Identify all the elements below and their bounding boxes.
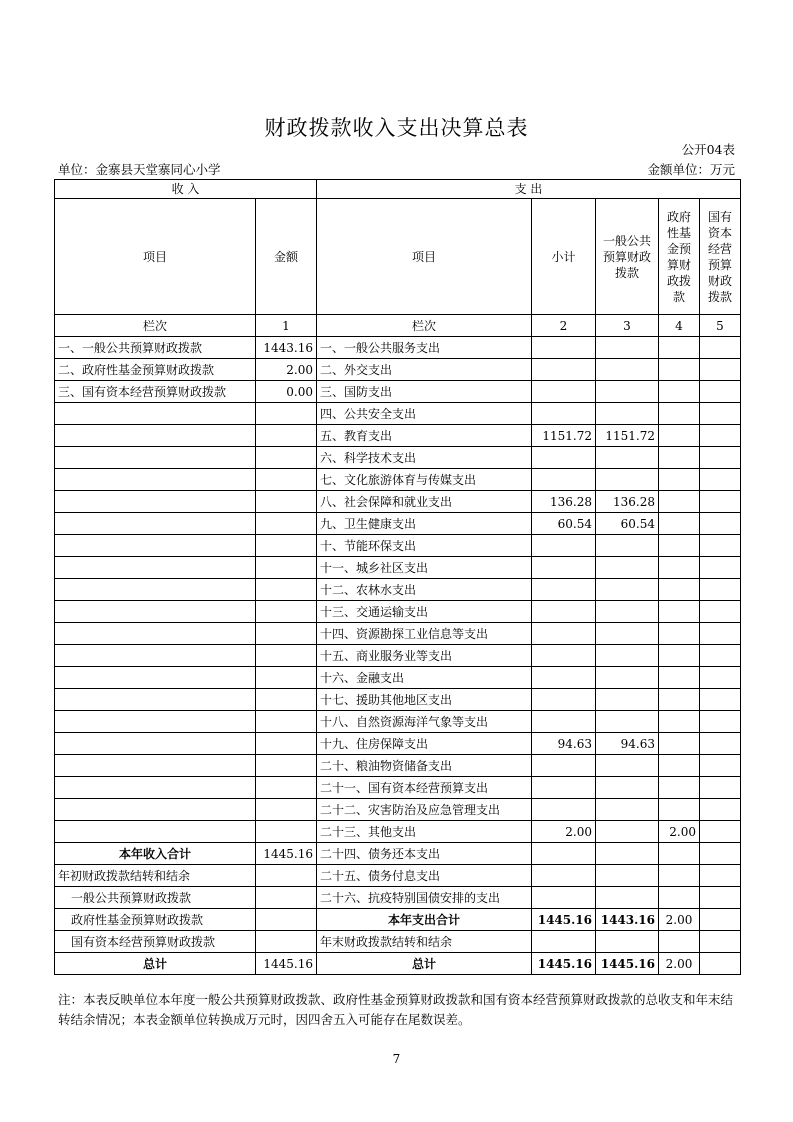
reporting-unit: 单位：金寨县天堂寨同心小学 [58, 162, 221, 177]
expense-amount-cell [659, 711, 700, 733]
income-amount-cell [256, 425, 317, 447]
table-row [55, 843, 741, 865]
income-item-cell [55, 755, 256, 777]
expense-item-cell: 二、外交支出 [317, 359, 532, 381]
expense-amount-cell [659, 469, 700, 491]
expense-amount-cell [532, 755, 596, 777]
expense-amount-cell [532, 887, 596, 909]
expense-amount-cell [532, 469, 596, 491]
expense-amount-cell [596, 799, 659, 821]
income-item-cell [55, 447, 256, 469]
expense-amount-cell [532, 447, 596, 469]
expense-amount-cell [659, 843, 700, 865]
income-item-cell [55, 513, 256, 535]
table-body [55, 180, 741, 975]
expense-item-cell: 九、卫生健康支出 [317, 513, 532, 535]
expense-amount-cell [532, 799, 596, 821]
expense-amount-cell: 1151.72 [596, 425, 659, 447]
expense-amount-cell [659, 755, 700, 777]
expense-amount-cell [659, 557, 700, 579]
expense-amount-cell [700, 491, 741, 513]
expense-item-header: 项目 [317, 199, 532, 315]
expense-item-cell: 二十、粮油物资储备支出 [317, 755, 532, 777]
income-amount-cell [256, 799, 317, 821]
form-number: 公开04表 [681, 142, 735, 157]
income-amount-cell [256, 645, 317, 667]
expense-amount-cell [596, 447, 659, 469]
fund-budget-header: 政府性基金预算财政拨款 [659, 199, 700, 315]
table-row [55, 579, 741, 601]
expense-amount-cell [700, 535, 741, 557]
table-row [55, 689, 741, 711]
expense-amount-cell [532, 711, 596, 733]
table-row [55, 887, 741, 909]
expense-amount-cell [596, 557, 659, 579]
page-title: 财政拨款收入支出决算总表 [264, 116, 529, 140]
table-row [55, 425, 741, 447]
expense-amount-cell [532, 623, 596, 645]
expense-amount-cell [700, 557, 741, 579]
expense-amount-cell [532, 535, 596, 557]
income-amount-cell [256, 469, 317, 491]
expense-amount-cell [596, 689, 659, 711]
table-row [55, 381, 741, 403]
expense-amount-cell [659, 623, 700, 645]
expense-amount-cell [659, 645, 700, 667]
expense-amount-cell [659, 491, 700, 513]
expense-item-cell: 十八、自然资源海洋气象等支出 [317, 711, 532, 733]
col-index-cell: 栏次 [55, 315, 256, 337]
expense-amount-cell: 1151.72 [532, 425, 596, 447]
table-row [55, 601, 741, 623]
expense-item-cell: 四、公共安全支出 [317, 403, 532, 425]
expense-amount-cell [596, 645, 659, 667]
income-group-header: 收 入 [55, 180, 317, 199]
expense-amount-cell: 1445.16 [532, 953, 596, 975]
income-amount-cell [256, 601, 317, 623]
income-amount-cell: 1445.16 [256, 843, 317, 865]
expense-amount-cell [532, 689, 596, 711]
expense-amount-cell [700, 843, 741, 865]
table-row [55, 953, 741, 975]
table-row [55, 469, 741, 491]
table-row [55, 557, 741, 579]
income-item-cell [55, 667, 256, 689]
income-amount-cell [256, 887, 317, 909]
income-item-cell [55, 821, 256, 843]
expense-amount-cell [659, 513, 700, 535]
expense-amount-cell: 94.63 [532, 733, 596, 755]
table-row [55, 359, 741, 381]
expense-item-cell: 年末财政拨款结转和结余 [317, 931, 532, 953]
income-item-cell [55, 579, 256, 601]
column-header-row [55, 199, 741, 315]
expense-amount-cell [700, 755, 741, 777]
expense-item-cell: 本年支出合计 [317, 909, 532, 931]
income-amount-cell: 1443.16 [256, 337, 317, 359]
expense-amount-cell [659, 535, 700, 557]
expense-amount-cell [596, 821, 659, 843]
expense-amount-cell [532, 667, 596, 689]
expense-item-cell: 五、教育支出 [317, 425, 532, 447]
expense-amount-cell [532, 931, 596, 953]
footnote: 注：本表反映单位本年度一般公共预算财政拨款、政府性基金预算财政拨款和国有资本经营预算财政拨款的总收支和年末结转结余情况；本表金额单位转换成万元时，因四舍五入可能存在尾数误差。 [58, 992, 734, 1027]
expense-amount-cell: 1445.16 [596, 953, 659, 975]
expense-amount-cell [700, 645, 741, 667]
table-row [55, 447, 741, 469]
expense-amount-cell [700, 865, 741, 887]
table-row [55, 623, 741, 645]
expense-amount-cell [700, 337, 741, 359]
col-index-cell: 2 [532, 315, 596, 337]
expense-item-cell: 十三、交通运输支出 [317, 601, 532, 623]
expense-amount-cell [700, 425, 741, 447]
expense-item-cell: 二十五、债务付息支出 [317, 865, 532, 887]
state-capital-header: 国有资本经营预算财政拨款 [700, 199, 741, 315]
income-amount-cell [256, 447, 317, 469]
expense-amount-cell [532, 557, 596, 579]
table-row [55, 491, 741, 513]
expense-amount-cell [659, 447, 700, 469]
expense-amount-cell [659, 403, 700, 425]
expense-amount-cell [700, 909, 741, 931]
income-item-cell [55, 711, 256, 733]
expense-group-header: 支 出 [317, 180, 741, 199]
expense-amount-cell [700, 799, 741, 821]
expense-amount-cell [532, 381, 596, 403]
income-item-cell: 一、一般公共预算财政拨款 [55, 337, 256, 359]
income-item-cell [55, 623, 256, 645]
table-row [55, 711, 741, 733]
expense-amount-cell [700, 381, 741, 403]
income-item-cell: 一般公共预算财政拨款 [55, 887, 256, 909]
expense-amount-cell [596, 843, 659, 865]
expense-item-cell: 六、科学技术支出 [317, 447, 532, 469]
expense-amount-cell [700, 733, 741, 755]
col-index-cell: 5 [700, 315, 741, 337]
expense-amount-cell [659, 425, 700, 447]
income-amount-header: 金额 [256, 199, 317, 315]
expense-amount-cell [596, 337, 659, 359]
expense-item-cell: 二十二、灾害防治及应急管理支出 [317, 799, 532, 821]
expense-amount-cell [532, 337, 596, 359]
income-amount-cell [256, 865, 317, 887]
expense-amount-cell: 1445.16 [532, 909, 596, 931]
expense-amount-cell [596, 887, 659, 909]
income-amount-cell [256, 403, 317, 425]
expense-amount-cell: 60.54 [532, 513, 596, 535]
expense-amount-cell [532, 865, 596, 887]
income-item-cell [55, 645, 256, 667]
income-item-cell: 年初财政拨款结转和结余 [55, 865, 256, 887]
income-item-cell: 总计 [55, 953, 256, 975]
expense-item-cell: 三、国防支出 [317, 381, 532, 403]
income-item-cell [55, 733, 256, 755]
expense-amount-cell [532, 359, 596, 381]
expense-item-cell: 十七、援助其他地区支出 [317, 689, 532, 711]
table-row [55, 337, 741, 359]
income-amount-cell: 1445.16 [256, 953, 317, 975]
income-item-cell [55, 777, 256, 799]
expense-amount-cell [596, 469, 659, 491]
income-item-cell [55, 601, 256, 623]
table-row [55, 535, 741, 557]
expense-amount-cell [596, 403, 659, 425]
income-amount-cell [256, 755, 317, 777]
table-row [55, 403, 741, 425]
expense-amount-cell [659, 777, 700, 799]
expense-amount-cell [700, 887, 741, 909]
col-index-cell: 1 [256, 315, 317, 337]
income-item-cell [55, 557, 256, 579]
expense-item-cell: 总计 [317, 953, 532, 975]
income-item-cell: 政府性基金预算财政拨款 [55, 909, 256, 931]
expense-amount-cell [596, 865, 659, 887]
expense-amount-cell [596, 535, 659, 557]
expense-amount-cell [700, 601, 741, 623]
income-item-cell: 本年收入合计 [55, 843, 256, 865]
expense-amount-cell [700, 711, 741, 733]
expense-item-cell: 十、节能环保支出 [317, 535, 532, 557]
expense-amount-cell: 136.28 [596, 491, 659, 513]
income-item-cell [55, 403, 256, 425]
expense-item-cell: 十一、城乡社区支出 [317, 557, 532, 579]
expense-amount-cell [659, 667, 700, 689]
income-amount-cell [256, 711, 317, 733]
table-row [55, 513, 741, 535]
income-amount-cell [256, 821, 317, 843]
expense-item-cell: 八、社会保障和就业支出 [317, 491, 532, 513]
expense-amount-cell [596, 623, 659, 645]
income-item-cell [55, 491, 256, 513]
money-unit: 金额单位：万元 [647, 162, 735, 177]
expense-amount-cell [596, 711, 659, 733]
expense-amount-cell [659, 865, 700, 887]
income-item-cell: 二、政府性基金预算财政拨款 [55, 359, 256, 381]
expense-amount-cell [659, 887, 700, 909]
table-row [55, 821, 741, 843]
table-row [55, 645, 741, 667]
page-number: 7 [392, 1052, 401, 1066]
expense-item-cell: 二十一、国有资本经营预算支出 [317, 777, 532, 799]
summary-table [54, 179, 741, 975]
table-row [55, 865, 741, 887]
expense-item-cell: 七、文化旅游体育与传媒支出 [317, 469, 532, 491]
income-item-cell [55, 425, 256, 447]
table-row [55, 799, 741, 821]
col-index-cell: 3 [596, 315, 659, 337]
expense-amount-cell [700, 953, 741, 975]
expense-amount-cell [659, 337, 700, 359]
table-row [55, 667, 741, 689]
expense-item-cell: 十六、金融支出 [317, 667, 532, 689]
subtotal-header: 小计 [532, 199, 596, 315]
expense-amount-cell [596, 667, 659, 689]
expense-item-cell: 一、一般公共服务支出 [317, 337, 532, 359]
expense-amount-cell [659, 381, 700, 403]
expense-amount-cell [700, 777, 741, 799]
expense-item-cell: 二十三、其他支出 [317, 821, 532, 843]
expense-amount-cell [700, 931, 741, 953]
expense-amount-cell [596, 579, 659, 601]
expense-amount-cell: 60.54 [596, 513, 659, 535]
expense-amount-cell [659, 689, 700, 711]
expense-amount-cell: 2.00 [659, 821, 700, 843]
expense-amount-cell: 94.63 [596, 733, 659, 755]
expense-amount-cell [659, 799, 700, 821]
expense-amount-cell [700, 667, 741, 689]
expense-amount-cell [532, 601, 596, 623]
expense-amount-cell [700, 359, 741, 381]
expense-amount-cell: 2.00 [532, 821, 596, 843]
income-amount-cell [256, 777, 317, 799]
expense-amount-cell [532, 403, 596, 425]
table-row [55, 733, 741, 755]
income-amount-cell [256, 931, 317, 953]
income-item-cell [55, 799, 256, 821]
expense-amount-cell [532, 843, 596, 865]
expense-amount-cell [700, 623, 741, 645]
expense-amount-cell: 2.00 [659, 909, 700, 931]
expense-amount-cell [700, 469, 741, 491]
col-index-cell: 4 [659, 315, 700, 337]
income-amount-cell [256, 579, 317, 601]
expense-amount-cell [532, 579, 596, 601]
income-amount-cell [256, 535, 317, 557]
general-budget-header: 一般公共预算财政拨款 [596, 199, 659, 315]
expense-amount-cell [532, 645, 596, 667]
expense-item-cell: 十五、商业服务业等支出 [317, 645, 532, 667]
expense-amount-cell [700, 689, 741, 711]
income-amount-cell [256, 689, 317, 711]
income-amount-cell [256, 733, 317, 755]
income-item-header: 项目 [55, 199, 256, 315]
column-index-row [55, 315, 741, 337]
income-item-cell [55, 535, 256, 557]
expense-amount-cell [700, 821, 741, 843]
expense-amount-cell [700, 579, 741, 601]
income-item-cell [55, 689, 256, 711]
table-row [55, 909, 741, 931]
income-amount-cell: 2.00 [256, 359, 317, 381]
expense-amount-cell [596, 777, 659, 799]
income-amount-cell [256, 513, 317, 535]
expense-amount-cell [596, 359, 659, 381]
expense-item-cell: 十九、住房保障支出 [317, 733, 532, 755]
income-amount-cell [256, 623, 317, 645]
expense-amount-cell [596, 601, 659, 623]
expense-amount-cell: 2.00 [659, 953, 700, 975]
income-amount-cell [256, 491, 317, 513]
col-index-cell: 栏次 [317, 315, 532, 337]
expense-amount-cell [700, 513, 741, 535]
income-amount-cell [256, 909, 317, 931]
expense-amount-cell [596, 931, 659, 953]
expense-item-cell: 十四、资源勘探工业信息等支出 [317, 623, 532, 645]
expense-item-cell: 二十四、债务还本支出 [317, 843, 532, 865]
expense-amount-cell: 136.28 [532, 491, 596, 513]
expense-item-cell: 二十六、抗疫特别国债安排的支出 [317, 887, 532, 909]
table-row [55, 755, 741, 777]
expense-item-cell: 十二、农林水支出 [317, 579, 532, 601]
expense-amount-cell [659, 733, 700, 755]
income-amount-cell: 0.00 [256, 381, 317, 403]
table-row [55, 777, 741, 799]
expense-amount-cell [659, 931, 700, 953]
expense-amount-cell [532, 777, 596, 799]
income-item-cell [55, 469, 256, 491]
expense-amount-cell: 1443.16 [596, 909, 659, 931]
group-header-row [55, 180, 741, 199]
expense-amount-cell [659, 579, 700, 601]
expense-amount-cell [700, 447, 741, 469]
income-amount-cell [256, 557, 317, 579]
table-row [55, 931, 741, 953]
expense-amount-cell [659, 359, 700, 381]
income-item-cell: 国有资本经营预算财政拨款 [55, 931, 256, 953]
income-amount-cell [256, 667, 317, 689]
expense-amount-cell [700, 403, 741, 425]
income-item-cell: 三、国有资本经营预算财政拨款 [55, 381, 256, 403]
expense-amount-cell [596, 381, 659, 403]
expense-amount-cell [596, 755, 659, 777]
expense-amount-cell [659, 601, 700, 623]
